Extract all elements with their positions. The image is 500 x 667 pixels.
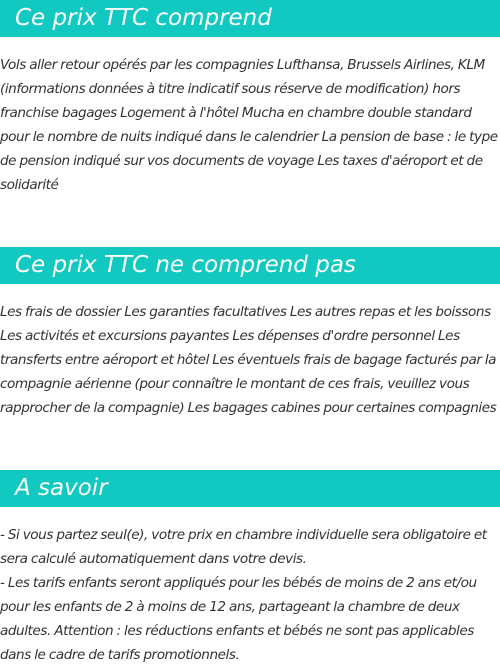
good-to-know-paragraph-single-traveller: - Si vous partez seul(e), votre prix en chambre individuelle sera obligatoire et sera calculé automatiquement dans votre devis.	[0, 527, 487, 567]
section-title-not-included: Ce prix TTC ne comprend pas	[0, 247, 500, 284]
section-title-good-to-know: A savoir	[0, 470, 500, 507]
good-to-know-paragraph-children-rates: - Les tarifs enfants seront appliqués pour les bébés de moins de 2 ans et/ou pour les enfants de 2 à moins de 12 ans, partageant la chambre de deux adultes. Attention : les réductions enfants et bébés ne sont pas applicables dans le cadre de tarifs promotionnels.	[0, 575, 477, 663]
section-body-good-to-know	[0, 523, 500, 667]
section-body-not-included	[0, 300, 500, 420]
section-body-included	[0, 53, 500, 197]
not-included-paragraph: Les frais de dossier Les garanties facultatives Les autres repas et les boissons Les activités et excursions payantes Les dépenses d'ordre personnel Les transferts entre aéroport et hôtel Les éventuels frais de bagage facturés par la compagnie aérienne (pour connaître le montant de ces frais, veuillez vous rapprocher de la compagnie) Les bagages cabines pour certaines compagnies	[0, 304, 497, 416]
included-paragraph: Vols aller retour opérés par les compagnies Lufthansa, Brussels Airlines, KLM (informations données à titre indicatif sous réserve de modification) hors franchise bagages Logement à l'hôtel Mucha en chambre double standard pour le nombre de nuits indiqué dans le calendrier La pension de base : le type de pension indiqué sur vos documents de voyage Les taxes d'aéroport et de solidarité	[0, 57, 498, 193]
section-title-included: Ce prix TTC comprend	[0, 0, 500, 37]
